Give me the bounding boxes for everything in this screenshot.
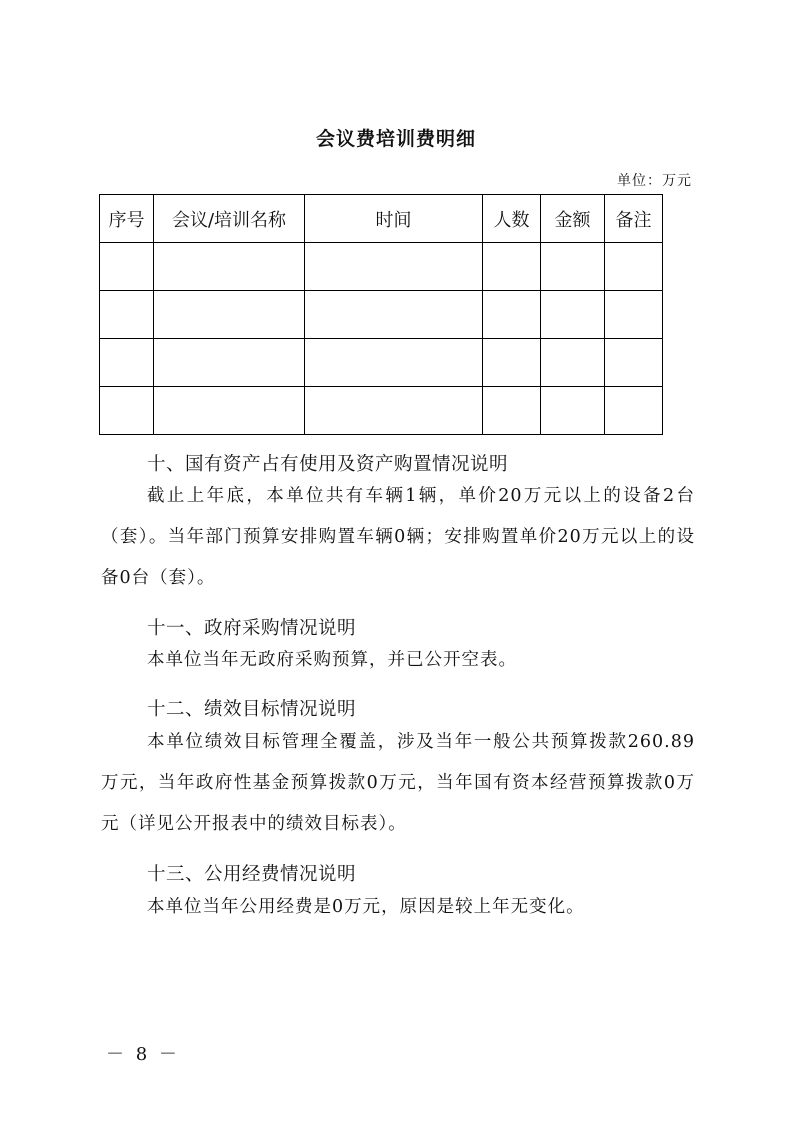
table-cell (541, 291, 605, 339)
table-row (100, 243, 663, 291)
table-cell (100, 291, 154, 339)
table-cell (305, 291, 483, 339)
table-cell (305, 339, 483, 387)
page-number: － 8 － (106, 1044, 180, 1065)
section-text-performance: 本单位绩效目标管理全覆盖，涉及当年一般公共预算拨款260.89万元，当年政府性基金预算拨款0万元，当年国有资本经营预算拨款0万元（详见公开报表中的绩效目标表）。 (101, 732, 695, 834)
table-cell (100, 243, 154, 291)
table-cell (154, 339, 305, 387)
section-text-public-funds: 本单位当年公用经费是0万元，原因是较上年无变化。 (147, 897, 585, 917)
col-header-remarks: 备注 (605, 195, 663, 243)
table-cell (154, 387, 305, 435)
col-header-count: 人数 (483, 195, 541, 243)
table-cell (605, 243, 663, 291)
table-row (100, 291, 663, 339)
table-cell (154, 243, 305, 291)
table-title: 会议费培训费明细 (315, 128, 476, 150)
table-row (100, 387, 663, 435)
table-cell (154, 291, 305, 339)
section-heading-assets: 十、国有资产占有使用及资产购置情况说明 (147, 454, 509, 475)
table-cell (541, 243, 605, 291)
table-cell (100, 339, 154, 387)
section-heading-performance: 十二、绩效目标情况说明 (147, 699, 357, 720)
table-cell (483, 339, 541, 387)
table-cell (541, 387, 605, 435)
section-text-assets: 截止上年底，本单位共有车辆1辆，单价20万元以上的设备2台（套）。当年部门预算安排购置车辆0辆；安排购置单价20万元以上的设备0台（套）。 (101, 486, 695, 588)
col-header-serial: 序号 (100, 195, 154, 243)
section-heading-public-funds: 十三、公用经费情况说明 (147, 864, 357, 885)
table-cell (605, 387, 663, 435)
table-header-row (100, 195, 663, 243)
col-header-name: 会议/培训名称 (154, 195, 305, 243)
meeting-training-table (99, 194, 663, 435)
section-text-procurement: 本单位当年无政府采购预算，并已公开空表。 (147, 650, 517, 670)
table-cell (305, 387, 483, 435)
table-cell (483, 291, 541, 339)
table-row (100, 339, 663, 387)
table-cell (100, 387, 154, 435)
section-heading-procurement: 十一、政府采购情况说明 (147, 618, 357, 639)
table-cell (605, 339, 663, 387)
table-cell (483, 243, 541, 291)
table-cell (605, 291, 663, 339)
table-cell (541, 339, 605, 387)
col-header-time: 时间 (305, 195, 483, 243)
table-cell (305, 243, 483, 291)
table-cell (483, 387, 541, 435)
unit-label: 单位：万元 (617, 173, 692, 189)
col-header-amount: 金额 (541, 195, 605, 243)
